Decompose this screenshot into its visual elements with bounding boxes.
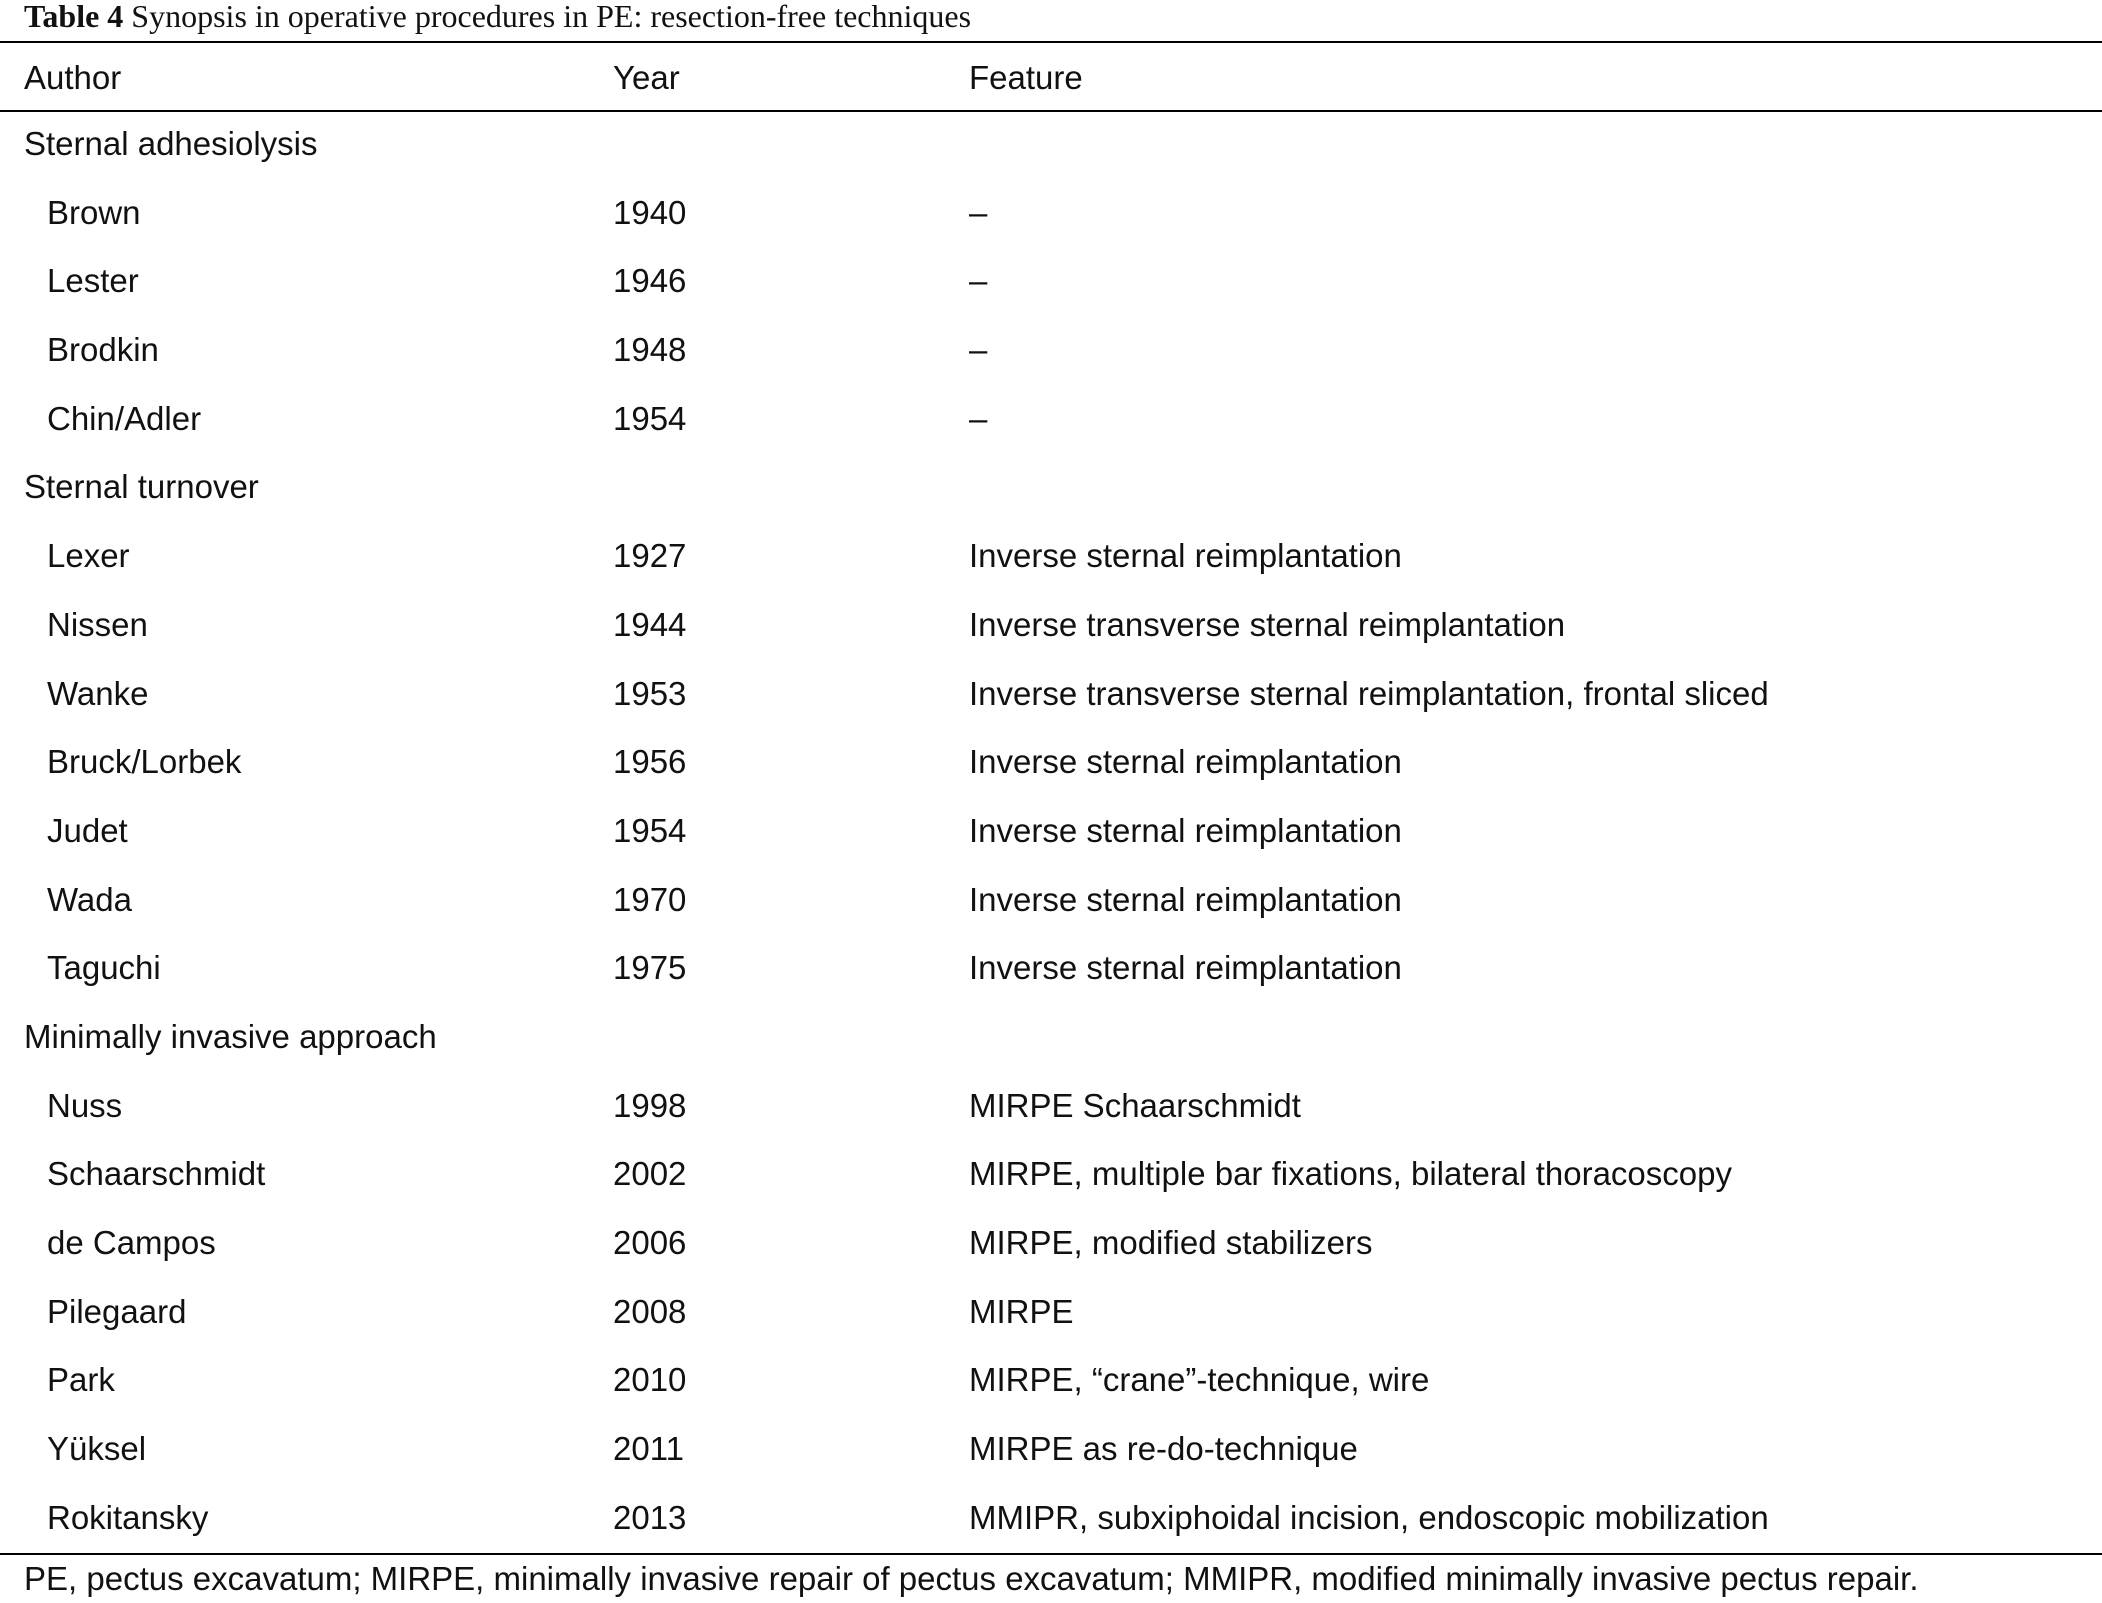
cell-year: 2006 bbox=[613, 1224, 687, 1261]
cell-author: Nuss bbox=[47, 1086, 123, 1124]
table-row bbox=[0, 1074, 2102, 1143]
cell-author: Wada bbox=[47, 880, 132, 918]
cell-feature: Inverse sternal reimplantation bbox=[969, 811, 1402, 849]
cell-year: 1970 bbox=[613, 880, 687, 918]
cell-author: Bruck/Lorbek bbox=[47, 743, 242, 781]
cell-author: Pilegaard bbox=[47, 1292, 187, 1330]
group-title: Sternal adhesiolysis bbox=[24, 125, 318, 162]
group-row bbox=[0, 455, 2102, 524]
cell-feature: Inverse sternal reimplantation bbox=[969, 537, 1402, 575]
cell-feature: MIRPE as re-do-technique bbox=[969, 1430, 1358, 1468]
cell-author: Park bbox=[47, 1361, 115, 1399]
table-caption bbox=[24, 0, 971, 40]
table-footnote: PE, pectus excavatum; MIRPE, minimally invasive repair of pectus excavatum; MMIPR, modified minimally invasive pectus repair. bbox=[24, 1560, 1919, 1597]
cell-author: Rokitansky bbox=[47, 1498, 209, 1536]
cell-year: 1948 bbox=[613, 331, 687, 369]
table-bottom-rule bbox=[0, 1553, 2102, 1555]
group-title: Minimally invasive approach bbox=[24, 1017, 437, 1055]
table-caption-label: Table 4 bbox=[24, 0, 124, 34]
cell-year: 1944 bbox=[613, 605, 687, 643]
table-row bbox=[0, 936, 2102, 1005]
group-row bbox=[0, 112, 2102, 181]
cell-year: 2011 bbox=[613, 1430, 684, 1468]
cell-year: 1953 bbox=[613, 674, 687, 712]
cell-year: 2002 bbox=[613, 1155, 687, 1193]
table-row bbox=[0, 1142, 2102, 1211]
cell-year: 1998 bbox=[613, 1086, 687, 1124]
cell-feature: Inverse transverse sternal reimplantation bbox=[969, 605, 1566, 643]
cell-feature: Inverse transverse sternal reimplantation, frontal sliced bbox=[969, 674, 1769, 712]
cell-author: Brodkin bbox=[47, 331, 159, 369]
cell-year: 1954 bbox=[613, 399, 687, 437]
cell-feature: – bbox=[969, 399, 988, 437]
cell-feature: MMIPR, subxiphoidal incision, endoscopic mobilization bbox=[969, 1498, 1769, 1536]
cell-feature: MIRPE, multiple bar fixations, bilateral thoracoscopy bbox=[969, 1155, 1732, 1193]
table-row bbox=[0, 868, 2102, 937]
table-row bbox=[0, 799, 2102, 868]
cell-year: 2008 bbox=[613, 1292, 687, 1330]
cell-author: de Campos bbox=[47, 1224, 216, 1261]
cell-feature: Inverse sternal reimplantation bbox=[969, 880, 1402, 918]
cell-year: 1946 bbox=[613, 262, 687, 300]
cell-feature: – bbox=[969, 193, 988, 231]
table-row bbox=[0, 1280, 2102, 1349]
table-row bbox=[0, 730, 2102, 799]
cell-feature: MIRPE, modified stabilizers bbox=[969, 1224, 1373, 1261]
table-row bbox=[0, 318, 2102, 387]
cell-feature: MIRPE bbox=[969, 1292, 1074, 1330]
header-year: Year bbox=[613, 59, 680, 96]
cell-author: Yüksel bbox=[47, 1430, 147, 1468]
cell-author: Taguchi bbox=[47, 949, 161, 987]
header-feature: Feature bbox=[969, 59, 1083, 96]
cell-feature: MIRPE, “crane”-technique, wire bbox=[969, 1361, 1430, 1399]
cell-feature: Inverse sternal reimplantation bbox=[969, 743, 1402, 781]
cell-author: Wanke bbox=[47, 674, 149, 712]
table-row bbox=[0, 1211, 2102, 1280]
header-author: Author bbox=[24, 59, 122, 96]
table-row bbox=[0, 524, 2102, 593]
table-row bbox=[0, 1348, 2102, 1417]
cell-author: Schaarschmidt bbox=[47, 1155, 266, 1193]
cell-year: 1975 bbox=[613, 949, 687, 987]
table-header-row bbox=[0, 43, 2102, 110]
group-row bbox=[0, 1005, 2102, 1074]
cell-author: Judet bbox=[47, 811, 128, 849]
cell-author: Chin/Adler bbox=[47, 399, 202, 437]
group-title: Sternal turnover bbox=[24, 468, 259, 506]
cell-feature: – bbox=[969, 262, 988, 300]
table-row bbox=[0, 387, 2102, 456]
cell-author: Lester bbox=[47, 262, 139, 300]
cell-year: 1940 bbox=[613, 193, 687, 231]
table-body bbox=[0, 112, 2102, 1553]
cell-author: Brown bbox=[47, 193, 141, 231]
cell-author: Nissen bbox=[47, 605, 148, 643]
table-row bbox=[0, 1486, 2102, 1555]
cell-feature: MIRPE Schaarschmidt bbox=[969, 1086, 1301, 1124]
table-caption-title: Synopsis in operative procedures in PE: resection-free techniques bbox=[131, 0, 972, 34]
table-row bbox=[0, 593, 2102, 662]
table-row bbox=[0, 1417, 2102, 1486]
cell-year: 2010 bbox=[613, 1361, 687, 1399]
cell-feature: – bbox=[969, 331, 988, 369]
cell-year: 1927 bbox=[613, 537, 687, 575]
cell-year: 1956 bbox=[613, 743, 687, 781]
cell-year: 2013 bbox=[613, 1498, 687, 1536]
cell-year: 1954 bbox=[613, 811, 687, 849]
table-row bbox=[0, 662, 2102, 731]
cell-feature: Inverse sternal reimplantation bbox=[969, 949, 1402, 987]
table-row bbox=[0, 181, 2102, 250]
table-row bbox=[0, 249, 2102, 318]
cell-author: Lexer bbox=[47, 537, 130, 575]
